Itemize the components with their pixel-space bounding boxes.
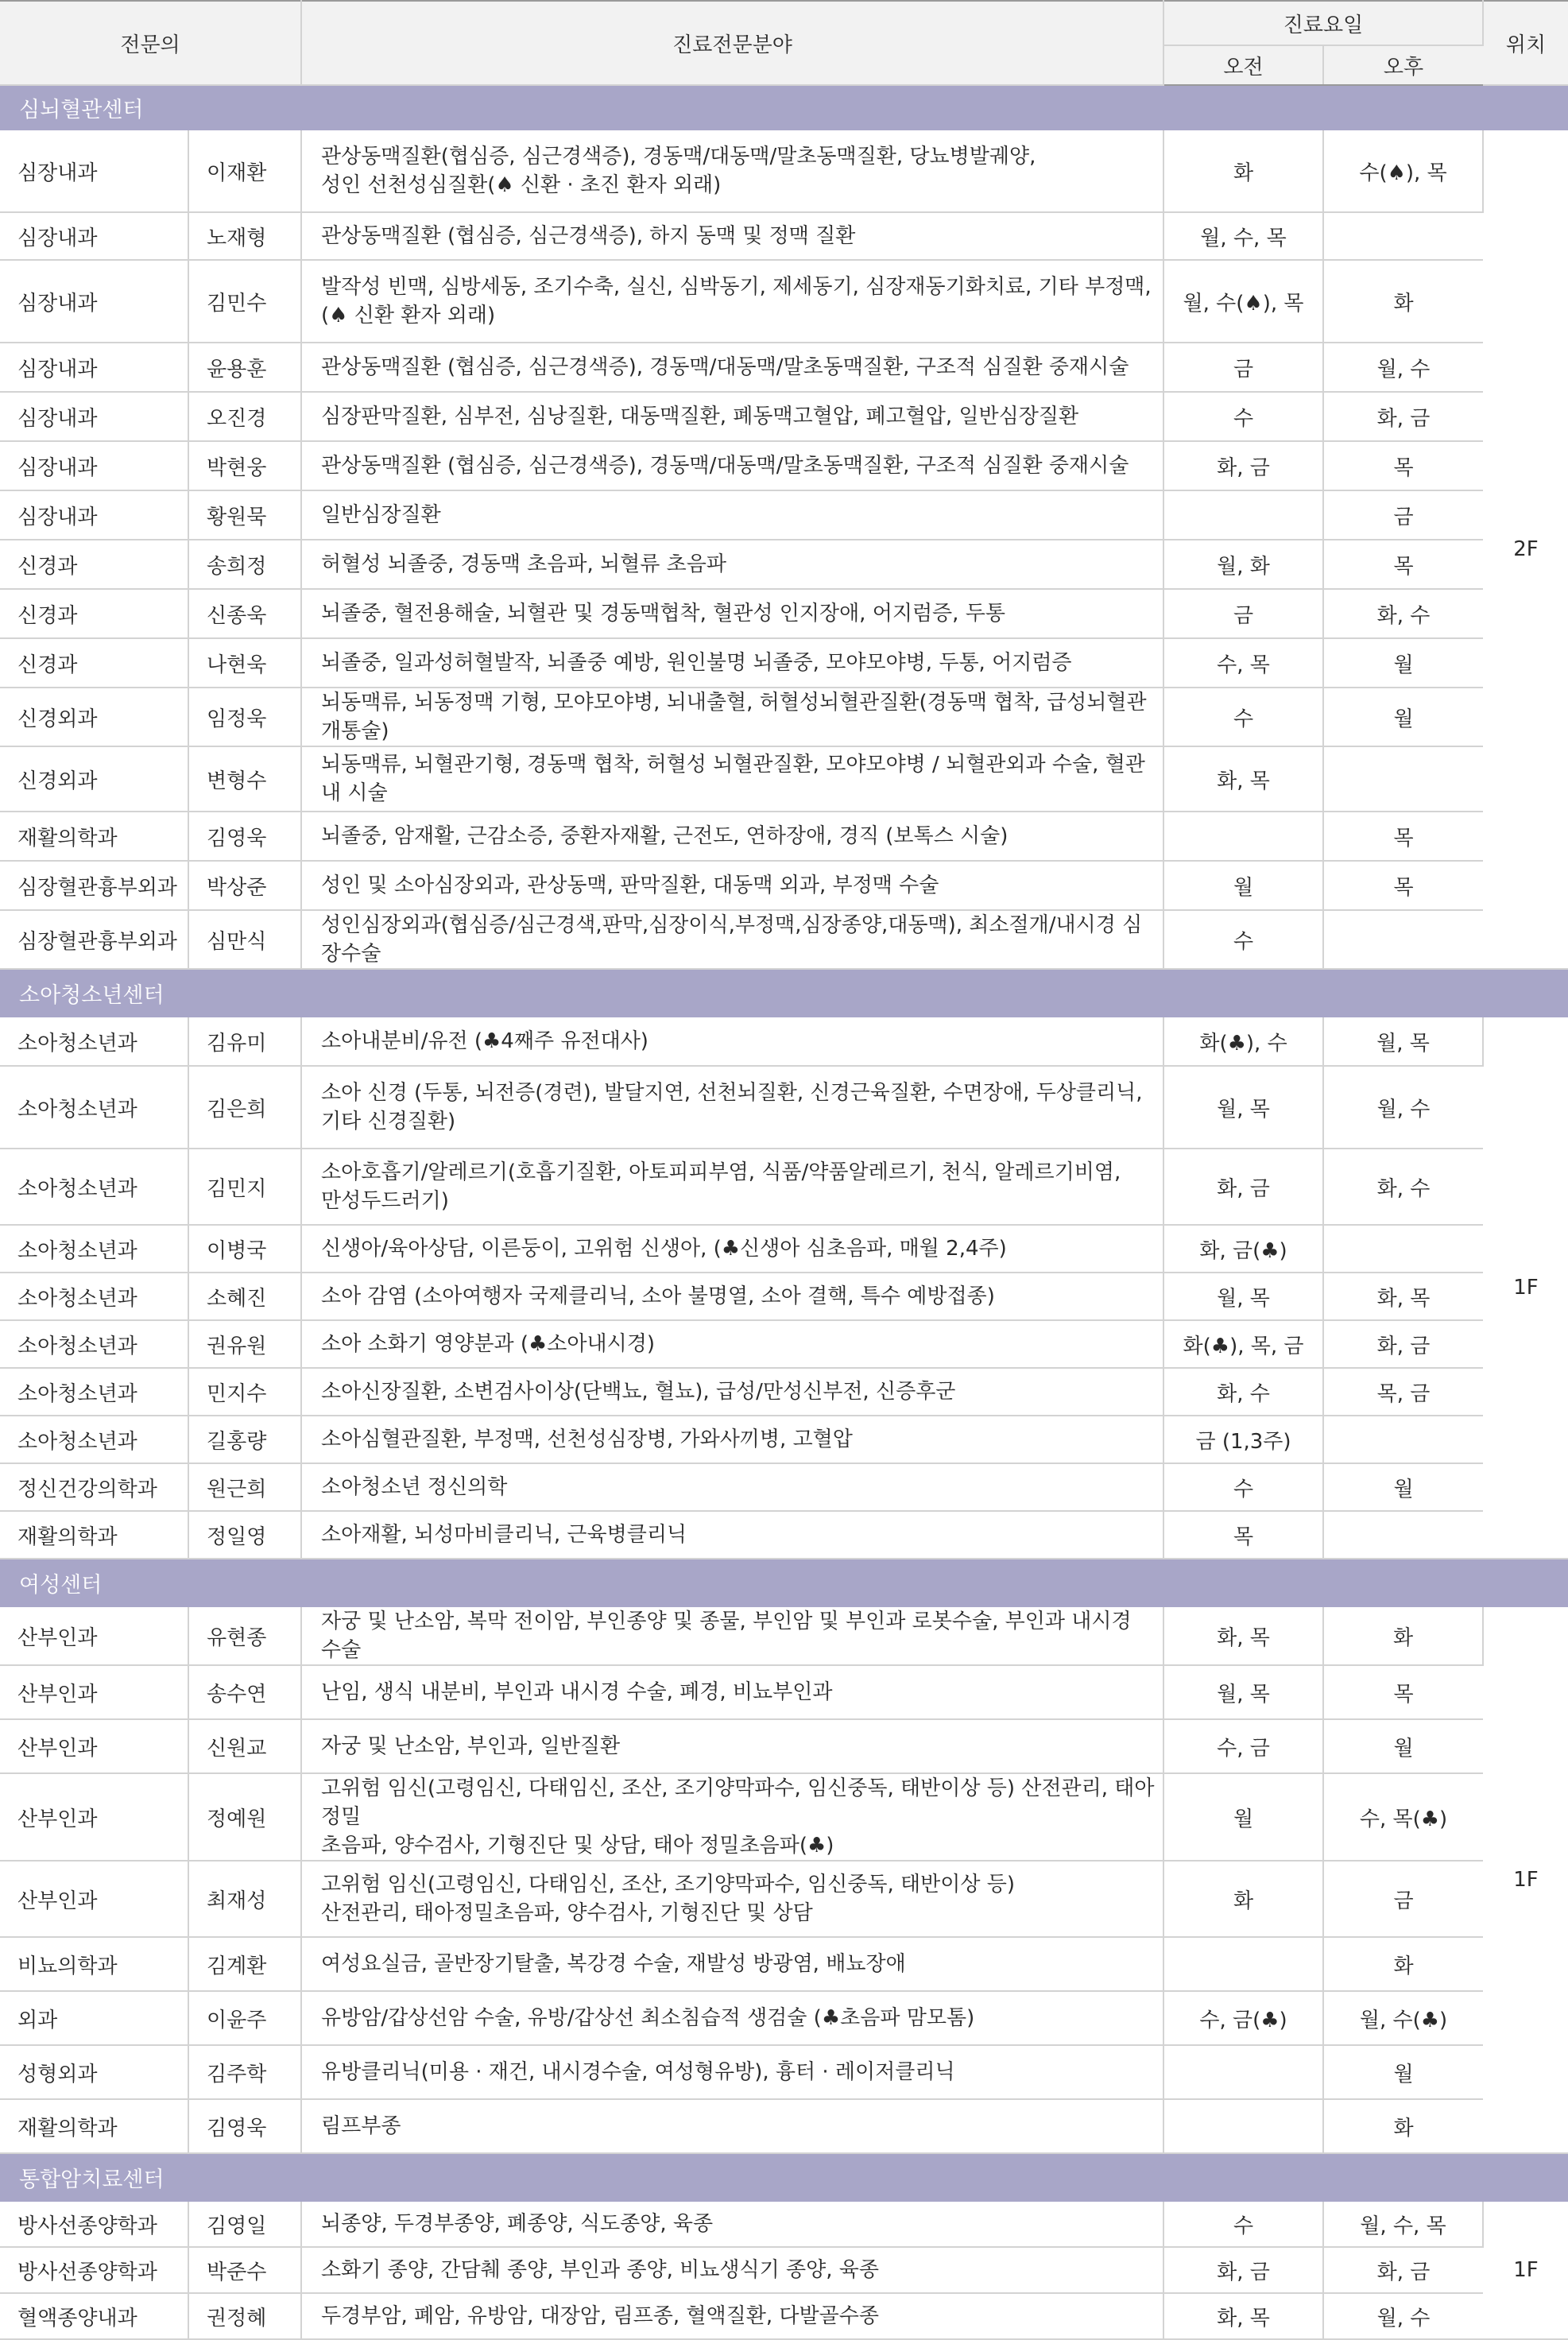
- specialty-line: 일반심장질환: [321, 503, 441, 527]
- morning-days-cell: 수: [1163, 392, 1323, 441]
- specialty-line: 관상동맥질환 (협심증, 심근경색증), 경동맥/대동맥/말초동맥질환, 구조적 심질환 중재시술: [321, 454, 1129, 478]
- doctor-cell: 민지수: [188, 1368, 301, 1416]
- header-field: 진료전문분야: [301, 1, 1163, 85]
- specialty-line: (♠ 신환 환자 외래): [321, 304, 496, 327]
- specialty-cell: [301, 2045, 1163, 2099]
- afternoon-days-cell: 화, 수: [1323, 1149, 1483, 1225]
- doctor-cell: 박현웅: [188, 441, 301, 490]
- morning-days-cell: 화, 목: [1163, 1606, 1323, 1665]
- specialty-cell: [301, 1416, 1163, 1463]
- doctor-cell: 김민지: [188, 1149, 301, 1225]
- morning-days-cell: 수: [1163, 910, 1323, 969]
- specialty-line: 두경부암, 폐암, 유방암, 대장암, 림프종, 혈액질환, 다발골수종: [321, 2304, 879, 2328]
- table-row: [0, 1719, 1568, 1773]
- specialty-line: 기타 신경질환): [321, 1110, 456, 1133]
- specialty-line: 초음파, 양수검사, 기형진단 및 상담, 태아 정밀초음파(♣): [321, 1834, 834, 1858]
- afternoon-days-cell: 화: [1323, 2099, 1483, 2153]
- specialty-line: 소아 신경 (두통, 뇌전증(경련), 발달지연, 선천뇌질환, 신경근육질환, 수면장애, 두상클리닉,: [321, 1081, 1143, 1105]
- morning-days-cell: 화(♣), 수: [1163, 1017, 1323, 1066]
- table-row: [0, 746, 1568, 812]
- table-row: [0, 2247, 1568, 2293]
- header-location: 위치: [1483, 1, 1568, 85]
- specialty-cell: [301, 1511, 1163, 1559]
- specialty-line: 성인 선천성심질환(♠ 신환 · 초진 환자 외래): [321, 173, 722, 197]
- department-cell: 산부인과: [0, 1719, 188, 1773]
- doctor-cell: 유현종: [188, 1606, 301, 1665]
- table-row: [0, 1320, 1568, 1368]
- specialty-line: 신생아/육아상담, 이른둥이, 고위험 신생아, (♣신생아 심초음파, 매월 2,4주): [321, 1237, 1007, 1261]
- specialty-line: 산전관리, 태아정밀초음파, 양수검사, 기형진단 및 상담: [321, 1901, 813, 1925]
- doctor-cell: 김영일: [188, 2201, 301, 2247]
- morning-days-cell: 월, 목: [1163, 1066, 1323, 1149]
- department-cell: 심장내과: [0, 343, 188, 392]
- morning-days-cell: 월, 목: [1163, 1273, 1323, 1320]
- section-title: 통합암치료센터: [0, 2153, 1568, 2201]
- doctor-cell: 윤용훈: [188, 343, 301, 392]
- doctor-cell: 정예원: [188, 1773, 301, 1861]
- department-cell: 방사선종양학과: [0, 2201, 188, 2247]
- morning-days-cell: 월: [1163, 861, 1323, 910]
- section-header-row: [0, 969, 1568, 1017]
- morning-days-cell: 화(♣), 목, 금: [1163, 1320, 1323, 1368]
- doctor-cell: 변형수: [188, 746, 301, 812]
- specialty-line: 고위험 임신(고령임신, 다태임신, 조산, 조기양막파수, 임신중독, 태반이상 등): [321, 1873, 1015, 1896]
- specialty-cell: [301, 2247, 1163, 2293]
- doctor-cell: 김영욱: [188, 812, 301, 861]
- specialty-line: 자궁 및 난소암, 부인과, 일반질환: [321, 1734, 621, 1758]
- table-row: [0, 2293, 1568, 2339]
- department-cell: 소아청소년과: [0, 1273, 188, 1320]
- morning-days-cell: [1163, 812, 1323, 861]
- table-row: [0, 589, 1568, 638]
- morning-days-cell: 수: [1163, 1463, 1323, 1511]
- morning-days-cell: [1163, 2045, 1323, 2099]
- department-cell: 심장혈관흉부외과: [0, 861, 188, 910]
- department-cell: 신경과: [0, 638, 188, 688]
- afternoon-days-cell: [1323, 212, 1483, 260]
- department-cell: 신경외과: [0, 688, 188, 746]
- morning-days-cell: 월: [1163, 1773, 1323, 1861]
- doctor-cell: 김민수: [188, 260, 301, 343]
- morning-days-cell: 화: [1163, 130, 1323, 212]
- section-header-row: [0, 85, 1568, 130]
- afternoon-days-cell: 목: [1323, 812, 1483, 861]
- department-cell: 산부인과: [0, 1606, 188, 1665]
- specialty-line: 소아재활, 뇌성마비클리닉, 근육병클리닉: [321, 1523, 687, 1547]
- specialty-cell: [301, 861, 1163, 910]
- department-cell: 비뇨의학과: [0, 1937, 188, 1991]
- specialty-cell: [301, 746, 1163, 812]
- specialty-cell: [301, 392, 1163, 441]
- afternoon-days-cell: 금: [1323, 1861, 1483, 1937]
- table-row: [0, 490, 1568, 540]
- morning-days-cell: 금 (1,3주): [1163, 1416, 1323, 1463]
- table-row: [0, 1066, 1568, 1149]
- specialty-cell: [301, 812, 1163, 861]
- specialty-cell: [301, 1606, 1163, 1665]
- department-cell: 소아청소년과: [0, 1066, 188, 1149]
- specialty-line: 유방암/갑상선암 수술, 유방/갑상선 최소침습적 생검술 (♣초음파 맘모톰): [321, 2006, 975, 2030]
- doctor-cell: 임정욱: [188, 688, 301, 746]
- specialty-cell: [301, 540, 1163, 589]
- table-row: [0, 812, 1568, 861]
- department-cell: 산부인과: [0, 1861, 188, 1937]
- doctor-cell: 김은희: [188, 1066, 301, 1149]
- doctor-cell: 나현욱: [188, 638, 301, 688]
- afternoon-days-cell: 월: [1323, 638, 1483, 688]
- specialty-line: 뇌졸중, 암재활, 근감소증, 중환자재활, 근전도, 연하장애, 경직 (보톡스 시술): [321, 824, 1009, 848]
- specialty-line: 난임, 생식 내분비, 부인과 내시경 수술, 폐경, 비뇨부인과: [321, 1680, 833, 1704]
- afternoon-days-cell: 수, 목(♣): [1323, 1773, 1483, 1861]
- specialty-cell: [301, 589, 1163, 638]
- department-cell: 재활의학과: [0, 2099, 188, 2153]
- department-cell: 심장내과: [0, 130, 188, 212]
- specialty-cell: [301, 1991, 1163, 2045]
- morning-days-cell: 화, 목: [1163, 2293, 1323, 2339]
- floor-cell: 1F: [1483, 2201, 1568, 2339]
- department-cell: 외과: [0, 1991, 188, 2045]
- specialty-cell: [301, 910, 1163, 969]
- doctor-cell: 송희정: [188, 540, 301, 589]
- specialty-cell: [301, 1066, 1163, 1149]
- specialty-cell: [301, 1937, 1163, 1991]
- table-body: [0, 85, 1568, 2339]
- afternoon-days-cell: 월, 목: [1323, 1017, 1483, 1066]
- specialty-cell: [301, 1273, 1163, 1320]
- specialty-line: 소아내분비/유전 (♣4째주 유전대사): [321, 1029, 648, 1053]
- specialty-cell: [301, 1719, 1163, 1773]
- morning-days-cell: 월, 수(♠), 목: [1163, 260, 1323, 343]
- doctor-cell: 이윤주: [188, 1991, 301, 2045]
- specialty-line: 뇌종양, 두경부종양, 폐종양, 식도종양, 육종: [321, 2212, 714, 2236]
- department-cell: 심장내과: [0, 392, 188, 441]
- specialty-cell: [301, 1149, 1163, 1225]
- afternoon-days-cell: 목: [1323, 540, 1483, 589]
- specialty-line: 성인심장외과(협심증/심근경색,판막,심장이식,부정맥,심장종양,대동맥), 최소절개/내시경 심장수술: [321, 913, 1143, 966]
- specialty-line: 관상동맥질환 (협심증, 심근경색증), 경동맥/대동맥/말초동맥질환, 구조적 심질환 중재시술: [321, 355, 1129, 379]
- table-row: [0, 343, 1568, 392]
- specialty-line: 관상동맥질환 (협심증, 심근경색증), 하지 동맥 및 정맥 질환: [321, 224, 856, 248]
- specialty-cell: [301, 343, 1163, 392]
- table-row: [0, 441, 1568, 490]
- specialty-cell: [301, 1773, 1163, 1861]
- table-row: [0, 1773, 1568, 1861]
- afternoon-days-cell: 월, 수: [1323, 2293, 1483, 2339]
- specialty-cell: [301, 1861, 1163, 1937]
- doctor-cell: 김영욱: [188, 2099, 301, 2153]
- department-cell: 소아청소년과: [0, 1368, 188, 1416]
- afternoon-days-cell: [1323, 1511, 1483, 1559]
- specialty-line: 뇌졸중, 일과성허혈발작, 뇌졸중 예방, 원인불명 뇌졸중, 모야모야병, 두통, 어지럼증: [321, 651, 1072, 675]
- morning-days-cell: [1163, 2099, 1323, 2153]
- specialty-line: 소아호흡기/알레르기(호흡기질환, 아토피피부염, 식품/약품알레르기, 천식, 알레르기비염,: [321, 1160, 1121, 1184]
- specialty-cell: [301, 1320, 1163, 1368]
- afternoon-days-cell: 월, 수: [1323, 343, 1483, 392]
- morning-days-cell: 수: [1163, 688, 1323, 746]
- specialty-line: 여성요실금, 골반장기탈출, 복강경 수술, 재발성 방광염, 배뇨장애: [321, 1952, 906, 1976]
- specialty-cell: [301, 490, 1163, 540]
- table-row: [0, 392, 1568, 441]
- department-cell: 재활의학과: [0, 812, 188, 861]
- specialty-line: 소아 소화기 영양분과 (♣소아내시경): [321, 1332, 656, 1356]
- department-cell: 성형외과: [0, 2045, 188, 2099]
- specialty-line: 소화기 종양, 간담췌 종양, 부인과 종양, 비뇨생식기 종양, 육종: [321, 2258, 879, 2282]
- doctor-cell: 노재형: [188, 212, 301, 260]
- department-cell: 산부인과: [0, 1773, 188, 1861]
- specialty-line: 소아청소년 정신의학: [321, 1475, 508, 1499]
- morning-days-cell: 화, 금: [1163, 2247, 1323, 2293]
- department-cell: 심장내과: [0, 212, 188, 260]
- doctor-cell: 소혜진: [188, 1273, 301, 1320]
- table-row: [0, 861, 1568, 910]
- doctor-cell: 김주학: [188, 2045, 301, 2099]
- morning-days-cell: 월, 목: [1163, 1665, 1323, 1719]
- doctor-cell: 최재성: [188, 1861, 301, 1937]
- specialty-line: 고위험 임신(고령임신, 다태임신, 조산, 조기양막파수, 임신중독, 태반이상 등) 산전관리, 태아정밀: [321, 1776, 1155, 1829]
- afternoon-days-cell: 화, 수: [1323, 589, 1483, 638]
- header-am: 오전: [1163, 45, 1323, 85]
- table-row: [0, 2099, 1568, 2153]
- specialty-cell: [301, 1665, 1163, 1719]
- specialty-cell: [301, 260, 1163, 343]
- specialty-cell: [301, 638, 1163, 688]
- afternoon-days-cell: [1323, 746, 1483, 812]
- department-cell: 재활의학과: [0, 1511, 188, 1559]
- table-row: [0, 688, 1568, 746]
- doctor-cell: 심만식: [188, 910, 301, 969]
- table-row: [0, 2201, 1568, 2247]
- afternoon-days-cell: 월: [1323, 688, 1483, 746]
- specialty-line: 뇌동맥류, 뇌동정맥 기형, 모야모야병, 뇌내출혈, 허혈성뇌혈관질환(경동맥 협착, 급성뇌혈관개통술): [321, 691, 1147, 743]
- doctor-cell: 김계환: [188, 1937, 301, 1991]
- specialty-line: 자궁 및 난소암, 복막 전이암, 부인종양 및 종물, 부인암 및 부인과 로봇수술, 부인과 내시경 수술: [321, 1610, 1132, 1662]
- doctor-cell: 박상준: [188, 861, 301, 910]
- afternoon-days-cell: 화, 목: [1323, 1273, 1483, 1320]
- afternoon-days-cell: 금: [1323, 490, 1483, 540]
- afternoon-days-cell: 화: [1323, 260, 1483, 343]
- afternoon-days-cell: 수(♠), 목: [1323, 130, 1483, 212]
- table-row: [0, 1368, 1568, 1416]
- section-title: 여성센터: [0, 1559, 1568, 1606]
- table-row: [0, 260, 1568, 343]
- specialty-cell: [301, 1463, 1163, 1511]
- table-row: [0, 1017, 1568, 1066]
- table-row: [0, 212, 1568, 260]
- morning-days-cell: 월, 화: [1163, 540, 1323, 589]
- afternoon-days-cell: 화: [1323, 1937, 1483, 1991]
- specialty-line: 소아신장질환, 소변검사이상(단백뇨, 혈뇨), 급성/만성신부전, 신증후군: [321, 1380, 956, 1404]
- department-cell: 심장내과: [0, 441, 188, 490]
- table-row: [0, 2045, 1568, 2099]
- afternoon-days-cell: 월: [1323, 1719, 1483, 1773]
- specialty-line: 림프부종: [321, 2114, 401, 2138]
- afternoon-days-cell: 화: [1323, 1606, 1483, 1665]
- afternoon-days-cell: 월: [1323, 1463, 1483, 1511]
- doctor-cell: 권정혜: [188, 2293, 301, 2339]
- morning-days-cell: 수, 금: [1163, 1719, 1323, 1773]
- doctor-cell: 김유미: [188, 1017, 301, 1066]
- department-cell: 산부인과: [0, 1665, 188, 1719]
- morning-days-cell: 금: [1163, 589, 1323, 638]
- department-cell: 소아청소년과: [0, 1017, 188, 1066]
- specialty-cell: [301, 688, 1163, 746]
- specialty-cell: [301, 2201, 1163, 2247]
- morning-days-cell: 금: [1163, 343, 1323, 392]
- specialty-cell: [301, 2293, 1163, 2339]
- morning-days-cell: 월, 수, 목: [1163, 212, 1323, 260]
- morning-days-cell: 수, 금(♣): [1163, 1991, 1323, 2045]
- specialty-line: 발작성 빈맥, 심방세동, 조기수축, 실신, 심박동기, 제세동기, 심장재동기화치료, 기타 부정맥,: [321, 275, 1152, 299]
- doctor-cell: 길홍량: [188, 1416, 301, 1463]
- afternoon-days-cell: [1323, 910, 1483, 969]
- table-row: [0, 1665, 1568, 1719]
- morning-days-cell: [1163, 490, 1323, 540]
- header-pm: 오후: [1323, 45, 1483, 85]
- afternoon-days-cell: 화, 금: [1323, 2247, 1483, 2293]
- department-cell: 소아청소년과: [0, 1225, 188, 1273]
- doctor-cell: 이재환: [188, 130, 301, 212]
- section-title: 소아청소년센터: [0, 969, 1568, 1017]
- specialty-line: 성인 및 소아심장외과, 관상동맥, 판막질환, 대동맥 외과, 부정맥 수술: [321, 874, 939, 897]
- afternoon-days-cell: 목: [1323, 861, 1483, 910]
- specialty-line: 관상동맥질환(협심증, 심근경색증), 경동맥/대동맥/말초동맥질환, 당뇨병발궤양,: [321, 145, 1036, 169]
- morning-days-cell: 화, 수: [1163, 1368, 1323, 1416]
- morning-days-cell: 수, 목: [1163, 638, 1323, 688]
- doctor-cell: 신원교: [188, 1719, 301, 1773]
- doctor-cell: 이병국: [188, 1225, 301, 1273]
- afternoon-days-cell: 월: [1323, 2045, 1483, 2099]
- department-cell: 심장내과: [0, 260, 188, 343]
- department-cell: 심장혈관흉부외과: [0, 910, 188, 969]
- specialty-line: 유방클리닉(미용 · 재건, 내시경수술, 여성형유방), 흉터 · 레이저클리닉: [321, 2060, 955, 2084]
- afternoon-days-cell: 화, 금: [1323, 392, 1483, 441]
- header-days: 진료요일: [1163, 1, 1483, 45]
- doctor-cell: 신종욱: [188, 589, 301, 638]
- table-row: [0, 130, 1568, 212]
- morning-days-cell: [1163, 1937, 1323, 1991]
- department-cell: 소아청소년과: [0, 1149, 188, 1225]
- section-header-row: [0, 2153, 1568, 2201]
- morning-days-cell: 화: [1163, 1861, 1323, 1937]
- afternoon-days-cell: 월, 수: [1323, 1066, 1483, 1149]
- specialty-cell: [301, 212, 1163, 260]
- department-cell: 심장내과: [0, 490, 188, 540]
- header-specialist: 전문의: [0, 1, 301, 85]
- afternoon-days-cell: 화, 금: [1323, 1320, 1483, 1368]
- specialty-line: 뇌동맥류, 뇌혈관기형, 경동맥 협착, 허혈성 뇌혈관질환, 모야모야병 / 뇌혈관외과 수술, 혈관내 시술: [321, 753, 1145, 805]
- specialty-cell: [301, 1225, 1163, 1273]
- section-header-row: [0, 1559, 1568, 1606]
- afternoon-days-cell: 월, 수(♣): [1323, 1991, 1483, 2045]
- specialty-line: 소아심혈관질환, 부정맥, 선천성심장병, 가와사끼병, 고혈압: [321, 1428, 853, 1451]
- morning-days-cell: 목: [1163, 1511, 1323, 1559]
- morning-days-cell: 화, 금: [1163, 1149, 1323, 1225]
- specialty-line: 심장판막질환, 심부전, 심낭질환, 대동맥질환, 폐동맥고혈압, 폐고혈압, 일반심장질환: [321, 405, 1079, 428]
- department-cell: 신경과: [0, 540, 188, 589]
- table-row: [0, 540, 1568, 589]
- morning-days-cell: 화, 금: [1163, 441, 1323, 490]
- afternoon-days-cell: 목: [1323, 441, 1483, 490]
- department-cell: 소아청소년과: [0, 1416, 188, 1463]
- table-row: [0, 910, 1568, 969]
- doctor-cell: 오진경: [188, 392, 301, 441]
- morning-days-cell: 화, 목: [1163, 746, 1323, 812]
- specialty-line: 허혈성 뇌졸중, 경동맥 초음파, 뇌혈류 초음파: [321, 552, 726, 576]
- doctor-cell: 권유원: [188, 1320, 301, 1368]
- specialty-line: 만성두드러기): [321, 1189, 449, 1213]
- table-row: [0, 1511, 1568, 1559]
- afternoon-days-cell: [1323, 1416, 1483, 1463]
- department-cell: 신경외과: [0, 746, 188, 812]
- table-row: [0, 1416, 1568, 1463]
- afternoon-days-cell: 목: [1323, 1665, 1483, 1719]
- specialty-cell: [301, 1368, 1163, 1416]
- specialty-line: 소아 감염 (소아여행자 국제클리닉, 소아 불명열, 소아 결핵, 특수 예방접종): [321, 1284, 995, 1308]
- table-row: [0, 638, 1568, 688]
- table-row: [0, 1861, 1568, 1937]
- doctor-cell: 송수연: [188, 1665, 301, 1719]
- morning-days-cell: 화, 금(♣): [1163, 1225, 1323, 1273]
- specialty-line: 뇌졸중, 혈전용해술, 뇌혈관 및 경동맥협착, 혈관성 인지장애, 어지럼증, 두통: [321, 602, 1005, 626]
- table-row: [0, 1273, 1568, 1320]
- department-cell: 신경과: [0, 589, 188, 638]
- afternoon-days-cell: 월, 수, 목: [1323, 2201, 1483, 2247]
- doctor-cell: 박준수: [188, 2247, 301, 2293]
- doctor-cell: 원근희: [188, 1463, 301, 1511]
- afternoon-days-cell: [1323, 1225, 1483, 1273]
- floor-cell: 1F: [1483, 1606, 1568, 2153]
- section-title: 심뇌혈관센터: [0, 85, 1568, 130]
- floor-cell: 2F: [1483, 130, 1568, 969]
- morning-days-cell: 수: [1163, 2201, 1323, 2247]
- department-cell: 정신건강의학과: [0, 1463, 188, 1511]
- department-cell: 방사선종양학과: [0, 2247, 188, 2293]
- table-row: [0, 1463, 1568, 1511]
- table-header: [0, 1, 1568, 85]
- floor-cell: 1F: [1483, 1017, 1568, 1559]
- department-cell: 혈액종양내과: [0, 2293, 188, 2339]
- doctor-cell: 황원묵: [188, 490, 301, 540]
- department-cell: 소아청소년과: [0, 1320, 188, 1368]
- table-row: [0, 1149, 1568, 1225]
- table-row: [0, 1991, 1568, 2045]
- specialty-cell: [301, 1017, 1163, 1066]
- doctor-cell: 정일영: [188, 1511, 301, 1559]
- specialty-cell: [301, 441, 1163, 490]
- specialty-cell: [301, 130, 1163, 212]
- afternoon-days-cell: 목, 금: [1323, 1368, 1483, 1416]
- table-row: [0, 1225, 1568, 1273]
- table-row: [0, 1606, 1568, 1665]
- specialty-cell: [301, 2099, 1163, 2153]
- table-row: [0, 1937, 1568, 1991]
